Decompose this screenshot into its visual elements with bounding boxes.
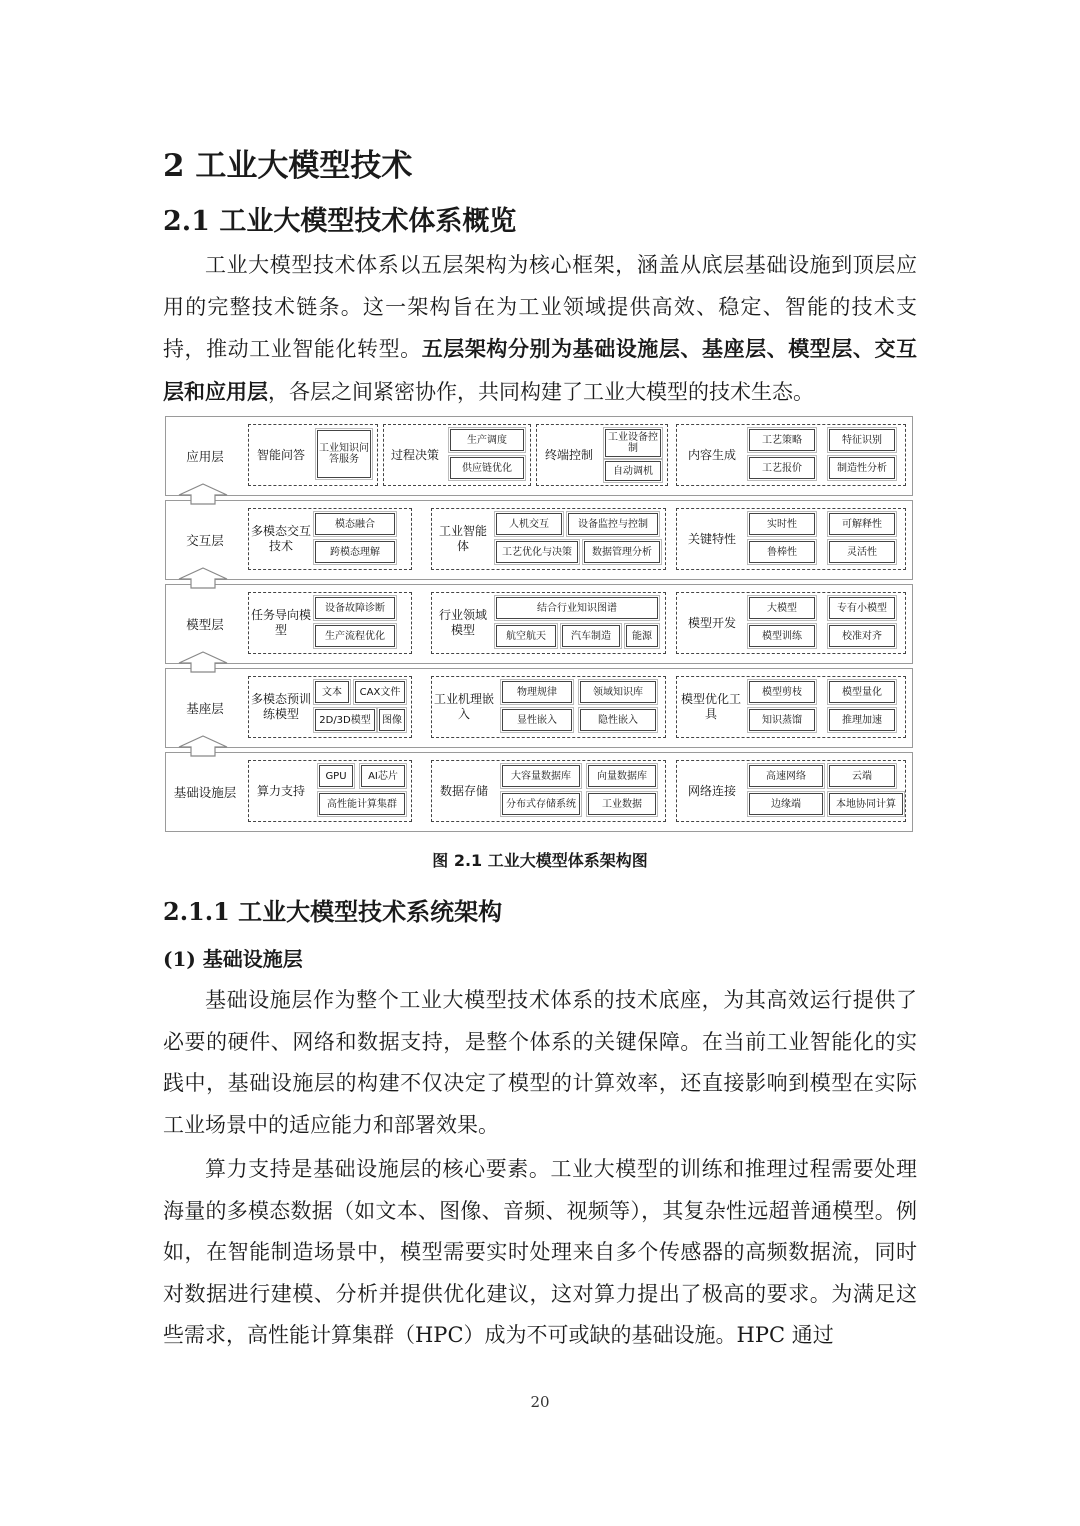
group-label: 关键特性: [687, 531, 736, 546]
layer-name: 交互层: [186, 533, 224, 548]
group-industry-domain: [431, 592, 666, 654]
concept-box: 校准对齐: [829, 625, 895, 647]
group-label: 行业领域模型: [438, 608, 487, 637]
concept-box: 文本: [315, 681, 349, 703]
intro-text-1: 工业大模型技术体系以五层架构为核心框架，涵盖从底层基础设施到顶层应用的完整技术链条。这一架构旨在为工业领域提供高效、稳定、智能的技术支持，推动工业智能化转型。: [163, 253, 917, 361]
group-storage: [431, 760, 666, 822]
layer-foundation: [165, 668, 913, 748]
group-content-generation: [676, 424, 906, 486]
concept-box: 工业设备控制: [605, 429, 661, 457]
concept-box: 航空航天: [496, 625, 556, 647]
section-heading: 2 工业大模型技术: [163, 148, 413, 184]
group-label: 终端控制: [544, 447, 593, 462]
concept-box: 显性嵌入: [502, 709, 572, 731]
concept-box: 工艺策略: [749, 429, 815, 451]
concept-box: GPU: [319, 765, 353, 787]
group-label: 智能问答: [256, 447, 305, 462]
group-smart-qa: [248, 424, 378, 486]
concept-box: 设备故障诊断: [315, 597, 395, 619]
concept-box: 隐性嵌入: [580, 709, 656, 731]
layer-name: 基座层: [186, 701, 224, 716]
concept-box: 可解释性: [829, 513, 895, 535]
group-process-decision: [383, 424, 531, 486]
concept-box: 工业数据: [588, 793, 656, 815]
group-label: 模型开发: [687, 615, 736, 630]
concept-box: 边缘端: [749, 793, 823, 815]
concept-box: 汽车制造: [562, 625, 620, 647]
concept-box: 专有小模型: [829, 597, 895, 619]
layer-name: 模型层: [186, 617, 224, 632]
concept-box: 分布式存储系统: [502, 793, 580, 815]
concept-box: 灵活性: [829, 541, 895, 563]
group-label: 数据存储: [439, 783, 488, 798]
concept-box: 生产调度: [450, 429, 524, 451]
concept-box: 工业知识问答服务: [317, 430, 371, 478]
concept-box: 能源: [626, 625, 658, 647]
subsubsection-heading: 2.1.1 工业大模型技术系统架构: [163, 897, 503, 926]
intro-text-2: ，各层之间紧密协作，共同构建了工业大模型的技术生态。: [268, 379, 814, 404]
concept-box: 模型量化: [829, 681, 895, 703]
group-label: 内容生成: [687, 447, 736, 462]
architecture-figure: [165, 416, 913, 830]
concept-box: 供应链优化: [450, 457, 524, 479]
concept-box: 知识蒸馏: [749, 709, 815, 731]
concept-box: 云端: [829, 765, 895, 787]
group-label: 多模态预训练模型: [251, 692, 312, 721]
concept-box: 推理加速: [829, 709, 895, 731]
concept-box: 特征识别: [829, 429, 895, 451]
group-task-oriented: [248, 592, 412, 654]
group-label: 多模态交互技术: [251, 524, 312, 553]
layer-application: [165, 416, 913, 496]
layer-name: 基础设施层: [173, 785, 237, 800]
group-label: 模型优化工具: [680, 692, 741, 721]
intro-paragraph: [163, 245, 917, 413]
concept-box: 领域知识库: [580, 681, 656, 703]
group-label: 工业智能体: [438, 524, 487, 553]
concept-box: 物理规律: [502, 681, 572, 703]
group-terminal-control: [536, 424, 668, 486]
concept-box: 图像: [379, 709, 405, 731]
concept-box: 2D/3D模型: [315, 709, 375, 731]
group-model-development: [676, 592, 906, 654]
group-compute: [248, 760, 412, 822]
concept-box: 制造性分析: [829, 457, 895, 479]
group-label: 工业机理嵌入: [434, 692, 495, 721]
concept-box: 大模型: [749, 597, 815, 619]
up-arrow-icon: [177, 567, 229, 589]
item-heading: (1) 基础设施层: [163, 947, 303, 971]
concept-box: 模态融合: [315, 513, 395, 535]
group-multimodal-pretraining: [248, 676, 412, 738]
group-mechanism-embedding: [431, 676, 666, 738]
concept-box: 结合行业知识图谱: [496, 597, 658, 619]
concept-box: 大容量数据库: [502, 765, 580, 787]
group-optimization-tools: [676, 676, 906, 738]
concept-box: 模型剪枝: [749, 681, 815, 703]
concept-box: 数据管理分析: [584, 541, 660, 563]
concept-box: CAX文件: [355, 681, 405, 703]
subsection-heading: 2.1 工业大模型技术体系概览: [163, 206, 517, 237]
concept-box: 模型训练: [749, 625, 815, 647]
group-network: [676, 760, 906, 822]
group-label: 网络连接: [687, 783, 736, 798]
concept-box: 工艺报价: [749, 457, 815, 479]
concept-box: 本地协同计算: [829, 793, 903, 815]
group-multimodal-interaction: [248, 508, 412, 570]
concept-box: 鲁棒性: [749, 541, 815, 563]
concept-box: 向量数据库: [588, 765, 656, 787]
group-key-features: [676, 508, 906, 570]
group-label: 过程决策: [390, 447, 439, 462]
body-paragraph: 算力支持是基础设施层的核心要素。工业大模型的训练和推理过程需要处理海量的多模态数据（如文本、图像、音频、视频等），其复杂性远超普通模型。例如，在智能制造场景中，模型需要实时处理来自多个传感器的高频数据流，同时对数据进行建模、分析并提供优化建议，这对算力提出了极高的要求。为满足这些需求，高性能计算集群（HPC）成为不可或缺的基础设施。HPC 通过: [163, 1157, 917, 1347]
concept-box: AI芯片: [361, 765, 405, 787]
page-number: 20: [530, 1393, 550, 1411]
body-paragraph: 基础设施层作为整个工业大模型技术体系的技术底座，为其高效运行提供了必要的硬件、网络和数据支持，是整个体系的关键保障。在当前工业智能化的实践中，基础设施层的构建不仅决定了模型的计算效率，还直接影响到模型在实际工业场景中的适应能力和部署效果。: [163, 988, 917, 1137]
concept-box: 人机交互: [496, 513, 562, 535]
concept-box: 工艺优化与决策: [496, 541, 578, 563]
figure-caption: 图 2.1 工业大模型体系架构图: [432, 851, 648, 870]
layer-name: 应用层: [186, 449, 224, 464]
concept-box: 生产流程优化: [315, 625, 395, 647]
concept-box: 实时性: [749, 513, 815, 535]
concept-box: 高速网络: [749, 765, 823, 787]
concept-box: 自动调机: [605, 461, 661, 481]
concept-box: 高性能计算集群: [319, 793, 405, 815]
layer-interaction: [165, 500, 913, 580]
concept-box: 设备监控与控制: [568, 513, 658, 535]
group-label: 算力支持: [256, 783, 305, 798]
up-arrow-icon: [177, 651, 229, 673]
group-label: 任务导向模型: [251, 608, 312, 637]
group-industrial-agent: [431, 508, 666, 570]
up-arrow-icon: [177, 483, 229, 505]
concept-box: 跨模态理解: [315, 541, 395, 563]
up-arrow-icon: [177, 735, 229, 757]
layer-model: [165, 584, 913, 664]
intro-bold-text: 五层架构分别为基础设施层、基座层、模型层、交互层和应用层: [163, 336, 918, 404]
layer-infrastructure: [165, 752, 913, 832]
